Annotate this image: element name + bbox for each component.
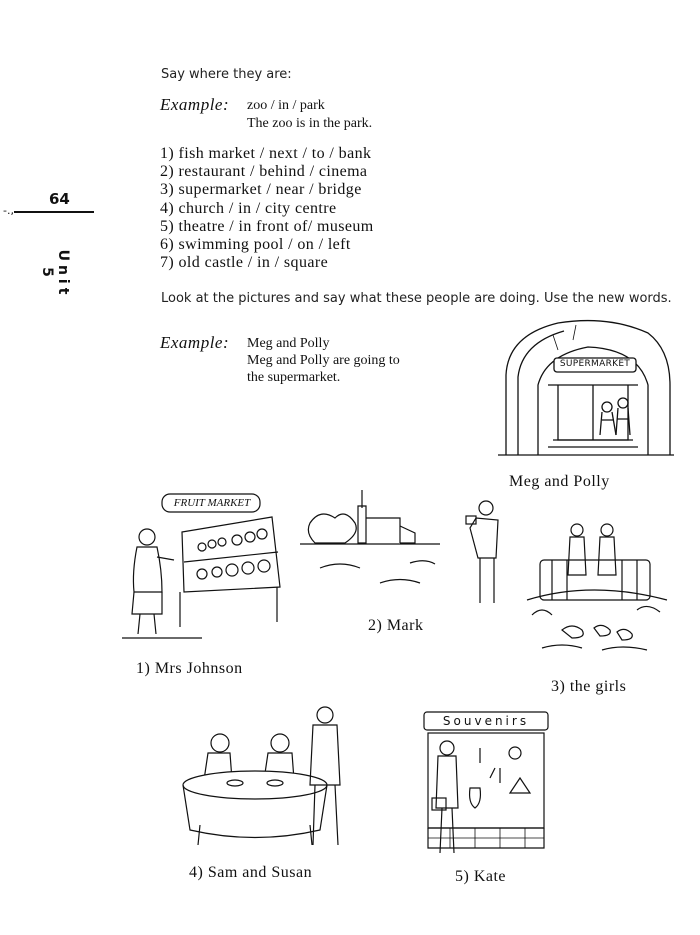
example1-label: Example: <box>160 95 230 114</box>
list-item: 7) old castle / in / square <box>160 254 329 272</box>
example1-answer: The zoo is in the park. <box>247 116 373 131</box>
souvenirs-sign: Souvenirs <box>442 714 530 728</box>
example1-prompt: zoo / in / park <box>247 98 325 113</box>
list-item: 3) supermarket / near / bridge <box>160 181 362 199</box>
example2-prompt: Meg and Polly <box>247 336 330 351</box>
fruit-market-illustration <box>122 492 294 642</box>
exercise1-instruction: Say where they are: <box>161 67 292 82</box>
caption-the-girls: 3) the girls <box>551 678 627 695</box>
caption-kate: 5) Kate <box>455 868 507 885</box>
list-item: 6) swimming pool / on / left <box>160 236 351 254</box>
bridge-illustration <box>522 520 670 660</box>
restaurant-illustration <box>180 705 350 855</box>
example2-answer-line1: Meg and Polly are going to <box>247 353 400 368</box>
example2-answer-line2: the supermarket. <box>247 370 341 385</box>
example2-label: Example: <box>160 333 230 352</box>
list-item: 4) church / in / city centre <box>160 199 337 217</box>
fruit-market-sign: FRUIT MARKET <box>173 497 251 509</box>
list-item: 2) restaurant / behind / cinema <box>160 163 368 181</box>
church-illustration <box>300 488 510 608</box>
caption-sam-susan: 4) Sam and Susan <box>189 864 313 881</box>
page-number: 64 <box>49 190 70 208</box>
caption-meg-polly: Meg and Polly <box>509 473 610 490</box>
souvenirs-illustration <box>420 708 552 858</box>
caption-mrs-johnson: 1) Mrs Johnson <box>136 660 243 677</box>
supermarket-illustration <box>498 315 674 465</box>
list-item: 1) fish market / next / to / bank <box>160 145 372 162</box>
margin-rule <box>14 211 94 213</box>
caption-mark: 2) Mark <box>368 617 424 634</box>
exercise2-instruction: Look at the pictures and say what these people are doing. Use the new words. <box>161 291 672 306</box>
unit-label: Unit 5 <box>39 249 71 299</box>
list-item: 5) theatre / in front of/ museum <box>160 217 374 235</box>
supermarket-sign: SUPERMARKET <box>559 359 631 369</box>
margin-squiggle: -., <box>3 204 14 217</box>
exercise1-list <box>160 145 374 272</box>
